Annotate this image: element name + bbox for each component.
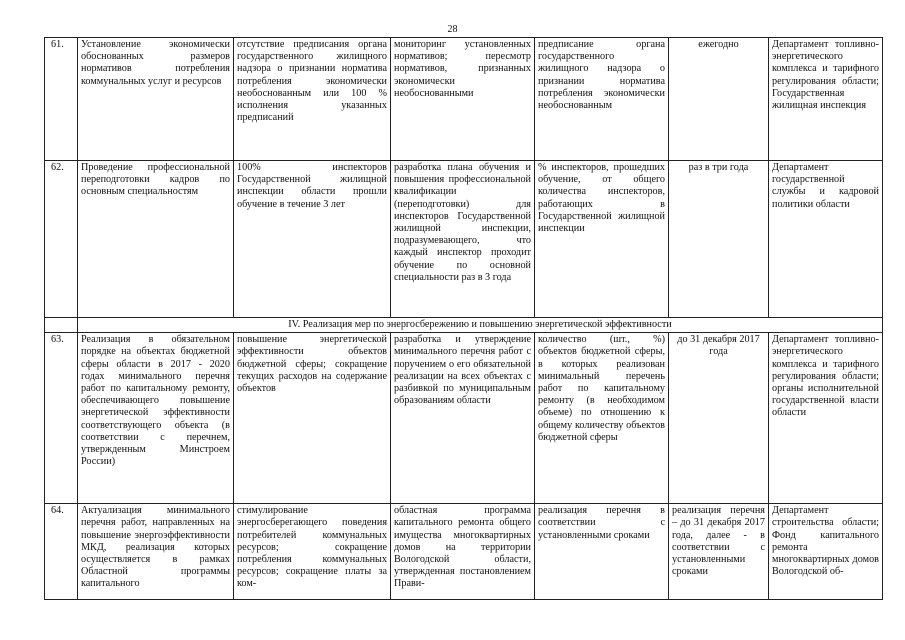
indicator-cell: количество (шт., %) объектов бюджетной сферы, в которых реализован минимальный перечень работ по капитальному ремонту (в необходимом объеме) по отношению к общему количеству объектов бюджетной сферы bbox=[535, 333, 669, 504]
indicator-cell: предписание органа государственного жилищного надзора о признании норматива потребления экономически необоснованным bbox=[535, 38, 669, 161]
page-number: 28 bbox=[447, 24, 458, 35]
action-cell: разработка и утверждение минимального перечня работ с поручением о его обязательной реализации на всех объектах с разбивкой по муниципальным образованиям области bbox=[391, 333, 535, 504]
measure-cell: Актуализация минимального перечня работ, направленных на повышение энергоэффективности МКД, реализация которых осуществляется в рамках Областной программы капитального bbox=[78, 504, 234, 600]
responsible-cell: Департамент топливно-энергетического комплекса и тарифного регулирования области; Государственная жилищная инспекция bbox=[769, 38, 883, 161]
deadline-cell: раз в три года bbox=[669, 161, 769, 318]
responsible-cell: Департамент государственной службы и кадровой политики области bbox=[769, 161, 883, 318]
measure-cell: Установление экономически обоснованных размеров нормативов потребления коммунальных услуг и ресурсов bbox=[78, 38, 234, 161]
table-row bbox=[45, 504, 883, 600]
measure-cell: Проведение профессиональной переподготовки кадров по основным специальностям bbox=[78, 161, 234, 318]
plan-table bbox=[44, 37, 883, 600]
deadline-cell: реализация перечня – до 31 декабря 2017 года, далее - в соответствии с установленными сроками bbox=[669, 504, 769, 600]
deadline-cell: до 31 декабря 2017 года bbox=[669, 333, 769, 504]
action-cell: разработка плана обучения и повышения профессиональной квалификации (переподготовки) для инспекторов Государственной жилищной инспекции, подразумевающего, что каждый инспектор проходит обучение по основной специальности раз в 3 года bbox=[391, 161, 535, 318]
table-row bbox=[45, 333, 883, 504]
problem-cell: 100% инспекторов Государственной жилищной инспекции области прошли обучение в течение 3 лет bbox=[234, 161, 391, 318]
problem-cell: отсутствие предписания органа государственного жилищного надзора о признании норматива потребления экономически необоснованным или 100 % исполнения указанных предписаний bbox=[234, 38, 391, 161]
action-cell: мониторинг установленных нормативов; пересмотр нормативов, признанных экономически необоснованными bbox=[391, 38, 535, 161]
indicator-cell: % инспекторов, прошедших обучение, от общего количества инспекторов, работающих в Государственной жилищной инспекции bbox=[535, 161, 669, 318]
row-number: 63. bbox=[45, 333, 78, 504]
section-row bbox=[45, 318, 883, 333]
responsible-cell: Департамент топливно-энергетического комплекса и тарифного регулирования области; органы исполнительной государственной власти области bbox=[769, 333, 883, 504]
deadline-cell: ежегодно bbox=[669, 38, 769, 161]
section-title: IV. Реализация мер по энергосбережению и повышению энергетической эффективности bbox=[78, 318, 883, 333]
responsible-cell: Департамент строительства области; Фонд капитального ремонта многоквартирных домов Вологодской об- bbox=[769, 504, 883, 600]
row-number: 61. bbox=[45, 38, 78, 161]
problem-cell: стимулирование энергосберегающего поведения потребителей коммунальных ресурсов; сокращение потребления коммунальных ресурсов; сокращение платы за ком- bbox=[234, 504, 391, 600]
table-row bbox=[45, 38, 883, 161]
measure-cell: Реализация в обязательном порядке на объектах бюджетной сферы области в 2017 - 2020 годах минимального перечня работ по капитальному ремонту, обеспечивающего повышение энергетической эффективности соответствующего объекта (в соответствии с перечнем, утвержденным Минстроем России) bbox=[78, 333, 234, 504]
indicator-cell: реализация перечня в соответствии с установленными сроками bbox=[535, 504, 669, 600]
action-cell: областная программа капитального ремонта общего имущества многоквартирных домов на территории Вологодской области, утвержденная постановлением Прави- bbox=[391, 504, 535, 600]
problem-cell: повышение энергетической эффективности объектов бюджетной сферы; сокращение текущих расходов на содержание объектов bbox=[234, 333, 391, 504]
row-number: 62. bbox=[45, 161, 78, 318]
table-row bbox=[45, 161, 883, 318]
row-number: 64. bbox=[45, 504, 78, 600]
